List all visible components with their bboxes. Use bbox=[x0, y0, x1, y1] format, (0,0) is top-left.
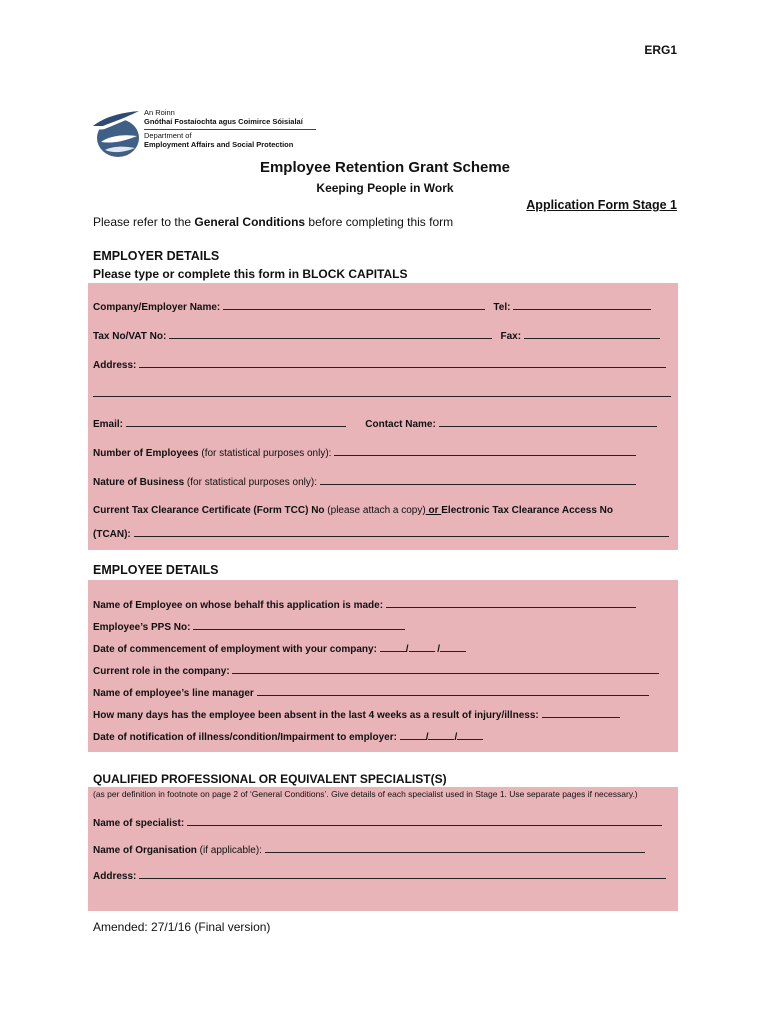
commencement-day-field[interactable] bbox=[380, 643, 406, 652]
company-row: Company/Employer Name: Tel: bbox=[93, 301, 674, 313]
specialist-name-row: Name of specialist: bbox=[93, 817, 674, 829]
pps-row: Employee’s PPS No: bbox=[93, 621, 674, 633]
notification-month-field[interactable] bbox=[428, 731, 454, 740]
commencement-row: Date of commencement of employment with your company: / / bbox=[93, 643, 674, 655]
specialist-address-field[interactable] bbox=[139, 870, 666, 879]
manager-row: Name of employee’s line manager bbox=[93, 687, 674, 699]
address-field-2[interactable] bbox=[93, 388, 671, 397]
form-subtitle: Keeping People in Work bbox=[316, 181, 454, 195]
form-stage: Application Form Stage 1 bbox=[526, 198, 677, 212]
employee-heading: EMPLOYEE DETAILS bbox=[93, 563, 219, 577]
absent-row: How many days has the employee been absent in the last 4 weeks as a result of injury/illness: bbox=[93, 709, 674, 721]
organisation-row: Name of Organisation (if applicable): bbox=[93, 844, 674, 856]
employee-panel bbox=[88, 580, 678, 752]
specialist-heading: QUALIFIED PROFESSIONAL OR EQUIVALENT SPECIALIST(S) bbox=[93, 772, 447, 786]
contact-name-field[interactable] bbox=[439, 418, 657, 427]
form-title: Employee Retention Grant Scheme bbox=[259, 159, 511, 176]
tcan-field[interactable] bbox=[134, 528, 669, 537]
email-row: Email: Contact Name: bbox=[93, 418, 674, 430]
address-field-1[interactable] bbox=[139, 359, 666, 368]
email-field[interactable] bbox=[126, 418, 346, 427]
form-code: ERG1 bbox=[644, 43, 677, 57]
notification-year-field[interactable] bbox=[457, 731, 483, 740]
tcan-row: (TCAN): bbox=[93, 528, 674, 540]
specialist-name-field[interactable] bbox=[187, 817, 662, 826]
department-logo bbox=[93, 108, 318, 162]
amended-footer: Amended: 27/1/16 (Final version) bbox=[93, 920, 271, 934]
commencement-year-field[interactable] bbox=[440, 643, 466, 652]
role-row: Current role in the company: bbox=[93, 665, 674, 677]
tax-row: Tax No/VAT No: Fax: bbox=[93, 330, 674, 342]
fax-field[interactable] bbox=[524, 330, 660, 339]
notification-day-field[interactable] bbox=[400, 731, 426, 740]
notification-row: Date of notification of illness/condition/Impairment to employer: / / bbox=[93, 731, 674, 743]
logo-text-irish: Gnóthaí Fostaíochta agus Coimirce Sóisialaí bbox=[144, 117, 303, 126]
business-row: Nature of Business (for statistical purposes only): bbox=[93, 476, 674, 488]
employee-name-row: Name of Employee on whose behalf this application is made: bbox=[93, 599, 674, 611]
tcc-row: Current Tax Clearance Certificate (Form TCC) No (please attach a copy) or Electronic Tax Clearance Access No bbox=[93, 505, 614, 516]
bird-emblem-icon bbox=[93, 108, 143, 160]
line-manager-field[interactable] bbox=[257, 687, 649, 696]
employer-instruction: Please type or complete this form in BLOCK CAPITALS bbox=[93, 267, 408, 281]
current-role-field[interactable] bbox=[232, 665, 659, 674]
logo-text-an-roinn: An Roinn bbox=[144, 108, 175, 117]
specialist-panel bbox=[88, 787, 678, 911]
address-row: Address: bbox=[93, 359, 674, 371]
days-absent-field[interactable] bbox=[542, 709, 620, 718]
refer-text: Please refer to the General Conditions before completing this form bbox=[93, 215, 454, 229]
specialist-address-row: Address: bbox=[93, 870, 674, 882]
company-name-field[interactable] bbox=[223, 301, 485, 310]
tax-vat-field[interactable] bbox=[169, 330, 492, 339]
employer-heading: EMPLOYER DETAILS bbox=[93, 249, 220, 263]
nature-of-business-field[interactable] bbox=[320, 476, 636, 485]
employer-panel bbox=[88, 283, 678, 550]
logo-text-department: Department of bbox=[144, 131, 192, 140]
employee-name-field[interactable] bbox=[386, 599, 636, 608]
tel-field[interactable] bbox=[513, 301, 651, 310]
logo-text-english: Employment Affairs and Social Protection bbox=[144, 140, 294, 149]
address-row-2 bbox=[93, 388, 674, 400]
organisation-field[interactable] bbox=[265, 844, 645, 853]
specialist-note: (as per definition in footnote on page 2 of ‘General Conditions’. Give details of each specialist used in Stage 1. Use separate pages if necessary.) bbox=[93, 789, 638, 799]
employees-row: Number of Employees (for statistical purposes only): bbox=[93, 447, 674, 459]
commencement-month-field[interactable] bbox=[409, 643, 435, 652]
pps-field[interactable] bbox=[193, 621, 405, 630]
employees-count-field[interactable] bbox=[334, 447, 636, 456]
